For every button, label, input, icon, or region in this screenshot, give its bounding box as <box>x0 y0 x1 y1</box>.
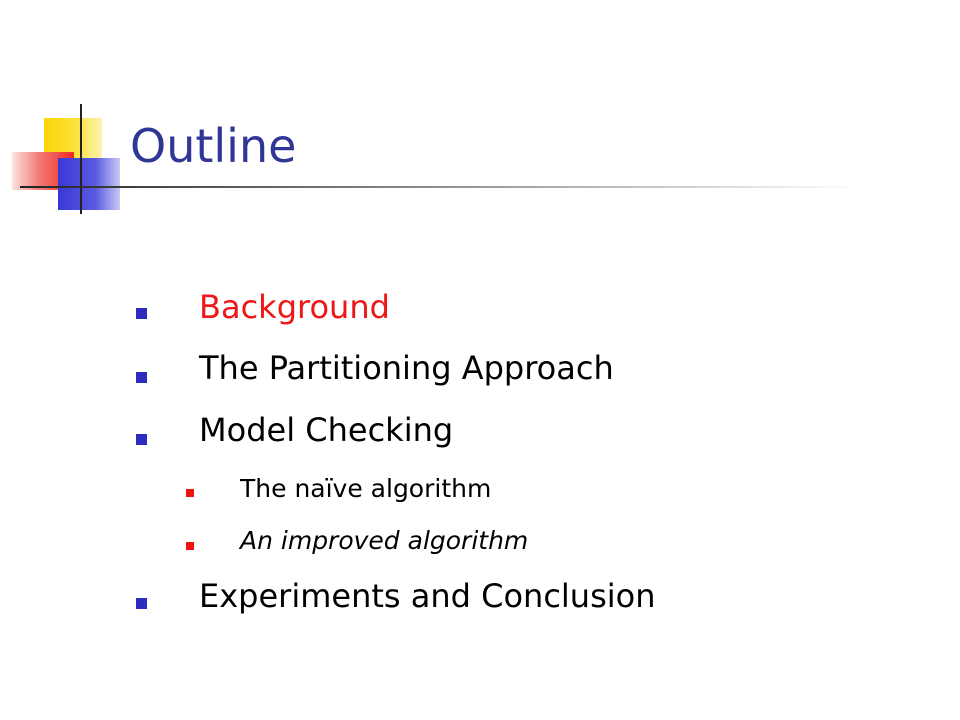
bullet-label: Model Checking <box>199 411 454 449</box>
square-bullet-icon <box>136 308 147 319</box>
sub-bullet-label: The naïve algorithm <box>240 474 492 503</box>
title-underline <box>20 186 860 188</box>
slide-title: Outline <box>130 119 297 173</box>
square-bullet-icon <box>136 434 147 445</box>
square-bullet-icon <box>186 489 194 497</box>
square-bullet-icon <box>186 542 194 550</box>
decorative-blue-square <box>58 158 120 210</box>
square-bullet-icon <box>136 598 147 609</box>
sub-bullet-label: An improved algorithm <box>240 526 529 555</box>
bullet-label: Experiments and Conclusion <box>199 577 656 615</box>
bullet-label: The Partitioning Approach <box>199 349 614 387</box>
square-bullet-icon <box>136 372 147 383</box>
bullet-label: Background <box>199 288 390 326</box>
decorative-vertical-line <box>80 104 82 214</box>
